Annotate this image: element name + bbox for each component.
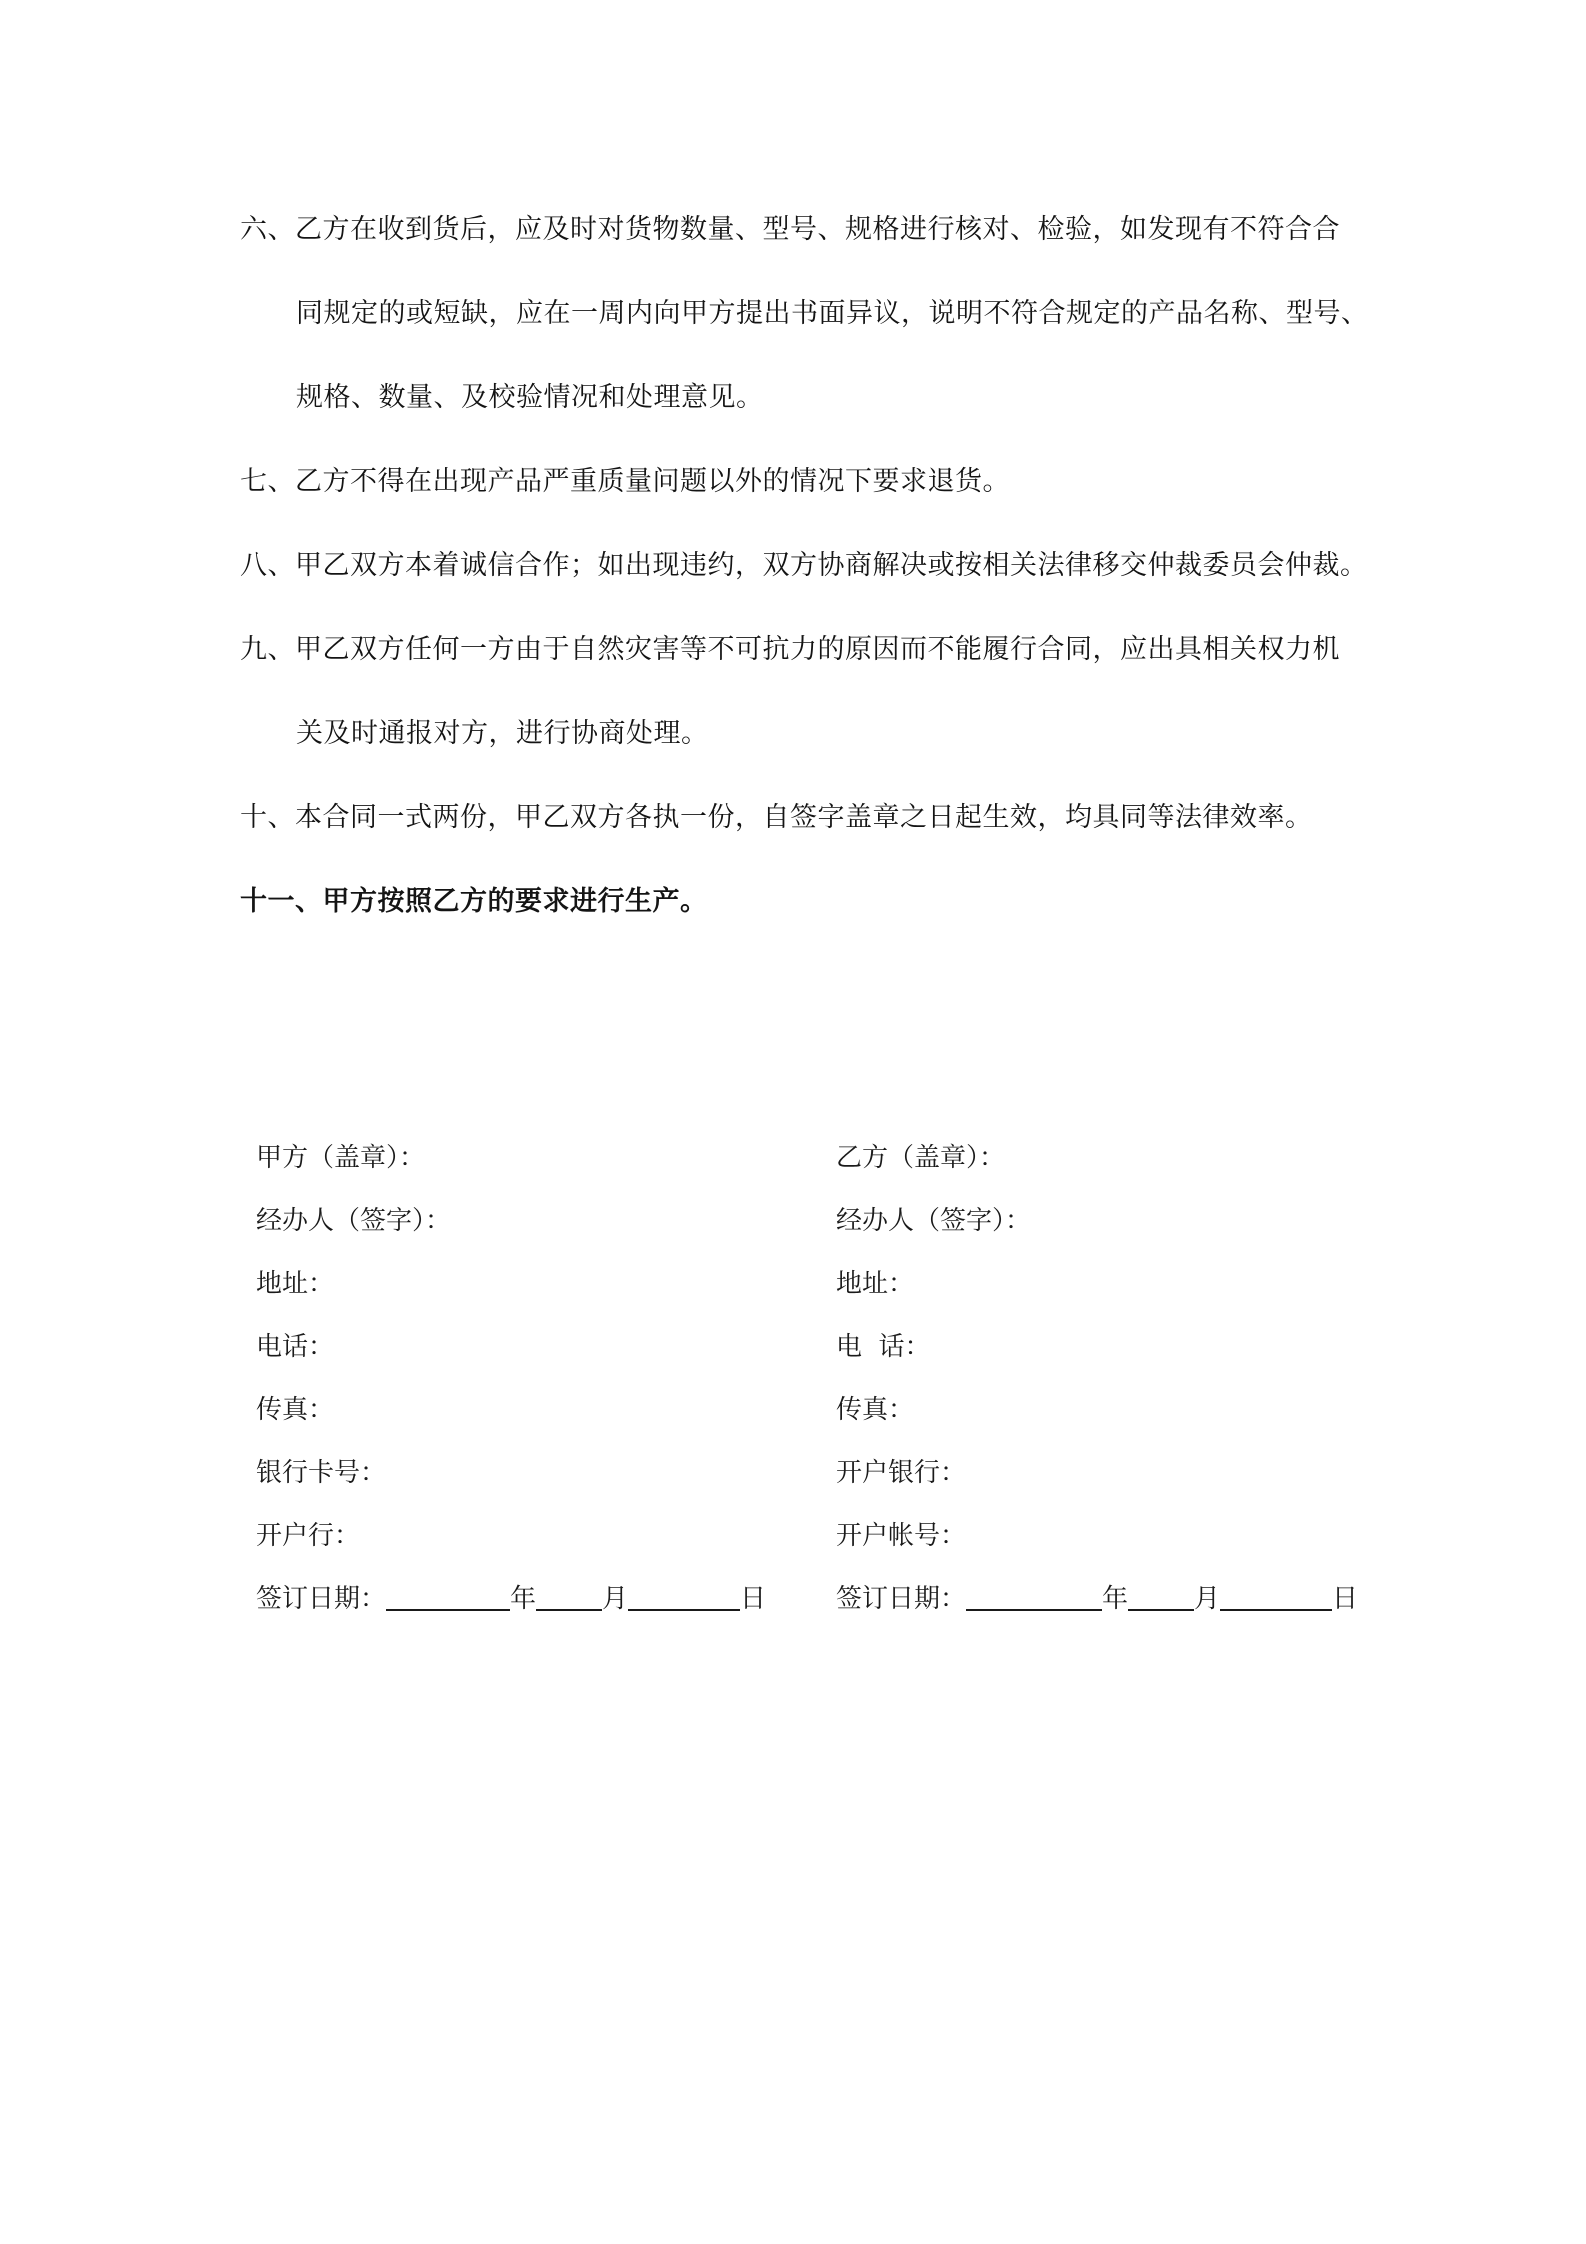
clause-7 bbox=[240, 440, 1370, 524]
month-label: 月 bbox=[1194, 1584, 1221, 1614]
party-b-date-label: 签订日期： bbox=[836, 1584, 967, 1614]
party-b-date-row bbox=[836, 1568, 1396, 1631]
party-a-bank-label: 开户行： bbox=[256, 1521, 361, 1551]
clause-text: 乙方在收到货后，应及时对货物数量、型号、规格进行核对、检验，如发现有不符合合 bbox=[295, 214, 1340, 245]
party-a-day-blank[interactable] bbox=[628, 1579, 740, 1611]
party-b-handler-label: 经办人（签字）： bbox=[836, 1206, 1032, 1236]
clause-number: 七、 bbox=[240, 466, 295, 497]
party-a-handler-label: 经办人（签字）： bbox=[256, 1206, 452, 1236]
month-label: 月 bbox=[602, 1584, 629, 1614]
clause-text: 甲乙双方任何一方由于自然灾害等不可抗力的原因而不能履行合同，应出具相关权力机 bbox=[295, 634, 1340, 665]
clause-text: 乙方不得在出现产品严重质量问题以外的情况下要求退货。 bbox=[295, 466, 1010, 497]
party-a-month-blank[interactable] bbox=[536, 1579, 602, 1611]
clause-8 bbox=[240, 524, 1370, 608]
party-b-address-label: 地址： bbox=[836, 1269, 915, 1299]
clause-text: 关及时通报对方，进行协商处理。 bbox=[296, 718, 709, 749]
clause-text: 甲乙双方本着诚信合作；如出现违约，双方协商解决或按相关法律移交仲裁委员会仲裁。 bbox=[295, 550, 1368, 581]
party-b-bank-label: 开户银行： bbox=[836, 1458, 967, 1488]
clause-text: 规格、数量、及校验情况和处理意见。 bbox=[296, 382, 764, 413]
party-a-bank-card-label: 银行卡号： bbox=[256, 1458, 387, 1488]
party-b-seal-label: 乙方（盖章）： bbox=[836, 1143, 1006, 1173]
party-a-seal-label: 甲方（盖章）： bbox=[256, 1143, 426, 1173]
clause-number: 九、 bbox=[240, 634, 295, 665]
clause-number: 十、 bbox=[240, 802, 295, 833]
party-b-fax-label: 传真： bbox=[836, 1395, 915, 1425]
day-label: 日 bbox=[1332, 1584, 1359, 1614]
clause-number: 十一、 bbox=[240, 886, 323, 917]
clause-text: 同规定的或短缺，应在一周内向甲方提出书面异议，说明不符合规定的产品名称、型号、 bbox=[296, 298, 1369, 329]
party-b-day-blank[interactable] bbox=[1220, 1579, 1332, 1611]
clause-number: 八、 bbox=[240, 550, 295, 581]
party-b-year-blank[interactable] bbox=[966, 1579, 1102, 1611]
signature-block-party-b bbox=[836, 1127, 1396, 1631]
clause-11 bbox=[240, 860, 1370, 944]
year-label: 年 bbox=[510, 1584, 537, 1614]
clause-text: 甲方按照乙方的要求进行生产。 bbox=[322, 886, 708, 917]
party-a-phone-label: 电话： bbox=[256, 1332, 335, 1362]
clause-10 bbox=[240, 776, 1370, 860]
party-a-address-label: 地址： bbox=[256, 1269, 335, 1299]
party-b-account-label: 开户帐号： bbox=[836, 1521, 967, 1551]
clause-6 bbox=[240, 188, 1370, 440]
year-label: 年 bbox=[1102, 1584, 1129, 1614]
party-b-phone-label: 电 话： bbox=[836, 1332, 931, 1362]
party-a-date-row bbox=[256, 1568, 816, 1631]
party-a-date-label: 签订日期： bbox=[256, 1584, 387, 1614]
clause-9 bbox=[240, 608, 1370, 776]
party-a-year-blank[interactable] bbox=[386, 1579, 510, 1611]
day-label: 日 bbox=[740, 1584, 767, 1614]
signature-block-party-a bbox=[256, 1127, 816, 1631]
party-a-fax-label: 传真： bbox=[256, 1395, 335, 1425]
clause-number: 六、 bbox=[240, 214, 295, 245]
clause-text: 本合同一式两份，甲乙双方各执一份，自签字盖章之日起生效，均具同等法律效率。 bbox=[295, 802, 1313, 833]
party-b-month-blank[interactable] bbox=[1128, 1579, 1194, 1611]
